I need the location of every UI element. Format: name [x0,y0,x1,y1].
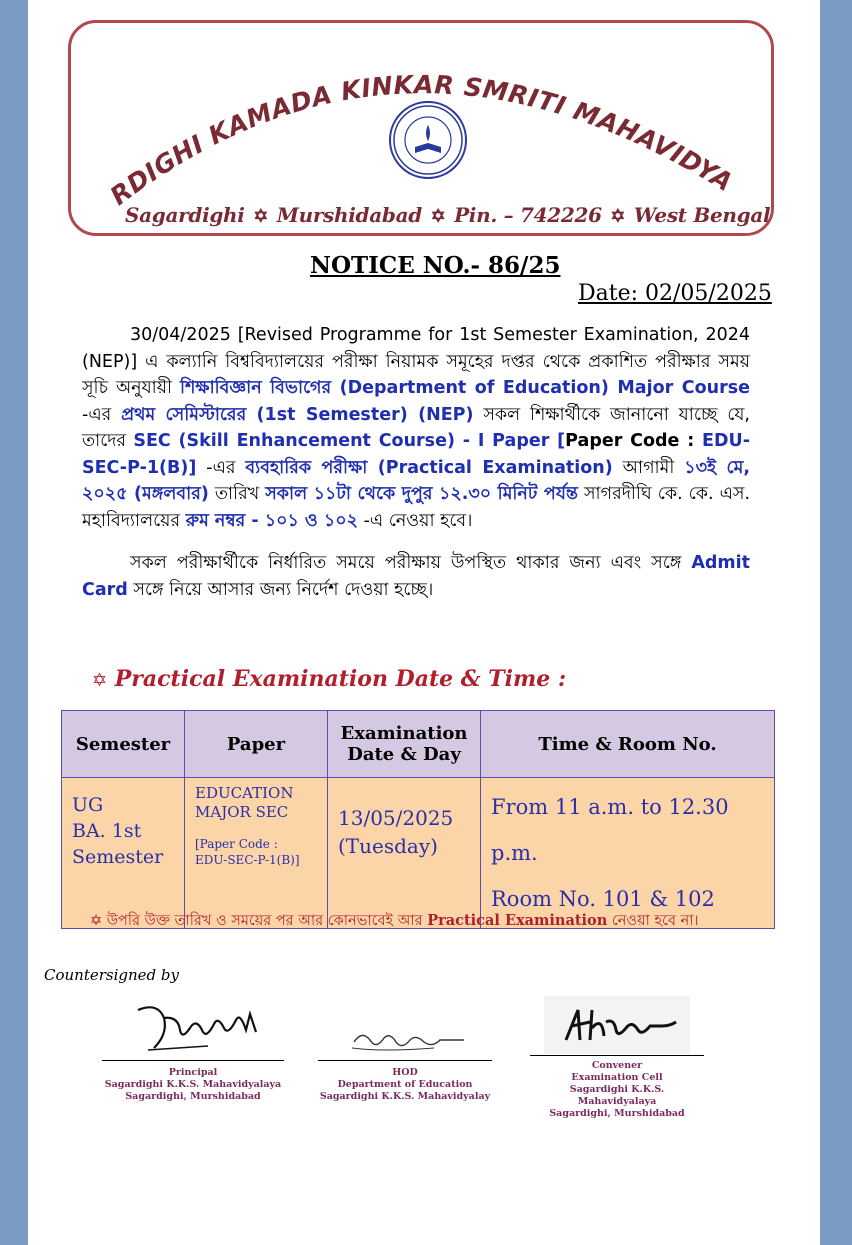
body-paragraph-1 [82,322,750,534]
p1-run-12: তারিখ [208,484,266,504]
p2-run-0: সকল পরীক্ষার্থীকে নির্ধারিত সময়ে পরীক্ষায় উপস্থিত থাকার জন্য এবং সঙ্গে [130,553,692,573]
principal-signature [118,990,288,1060]
header-banner [68,20,774,236]
hod-block: HOD Department of Education Sagardighi K.K.S. Mahavidyalay [318,1060,492,1103]
header-time-room: Time & Room No. [481,711,775,778]
exam-time: From 11 a.m. to 12.30 p.m. [491,795,729,865]
p1-run-5: SEC (Skill Enhancement Course) - I Paper [ [133,431,566,451]
cell-paper: EDUCATION MAJOR SEC [Paper Code : EDU-SEC-P-1(B)] [185,778,328,929]
p1-run-16: -এ নেওয়া হবে। [358,510,473,531]
star-icon: ✡ [253,206,269,227]
svg-text:SAGARDIGHI KAMADA KINKAR SMRIT: RDIGHI KAMADA KINKAR SMRITI MAHAVIDYA [104,70,738,211]
p1-run-13: সকাল ১১টা থেকে দুপুর ১২.৩০ মিনিট পর্যন্ত [265,484,578,504]
college-address [125,203,771,227]
countersigned-label: Countersigned by [44,966,179,984]
p1-run-7: EDU-SEC-P-1(B)] [82,431,751,478]
notice-date: Date: 02/05/2025 [578,281,772,306]
table-header-row [62,711,775,778]
address-state: West Bengal [633,203,771,227]
notice-page [28,0,820,1245]
notice-body [82,322,750,603]
college-seal-icon [391,103,465,177]
college-logo [389,101,467,179]
exam-schedule-table [61,710,775,929]
section-heading: ✡ Practical Examination Date & Time : [92,666,567,692]
exam-room: Room No. 101 & 102 [491,887,715,911]
p1-run-4: সকল শিক্ষার্থীকে জানানো যাচ্ছে যে, তাদের [82,404,750,451]
p2-run-2: সঙ্গে নিয়ে আসার জন্য নির্দেশ দেওয়া হচ্ছে। [127,579,434,600]
p1-run-11: ১৩ই মে, ২০২৫ (মঙ্গলবার) [82,457,750,504]
star-icon: ✡ [92,670,108,691]
notice-number: NOTICE NO.- 86/25 [310,252,561,279]
star-icon: ✡ [430,206,446,227]
p1-run-10: আগামী [612,457,685,478]
p1-run-15: রুম নম্বর - ১০১ ও ১০২ [185,510,358,531]
address-town: Sagardighi [125,203,245,227]
header-date: Examination Date & Day [328,711,481,778]
hod-signature [344,1022,484,1058]
cell-semester: UG BA. 1st Semester [62,778,185,929]
p1-run-0: 30/04/2025 [Revised Programme for 1st Semester Examination, 2024 (NEP)] এ কল্যানি বিশ্ববিদ্যালয়ের পরীক্ষা নিয়ামক সমূহের দপ্তর থেকে প্রকাশিত পরীক্ষার সময় সূচি অনুযায়ী [82,325,750,398]
header-semester: Semester [62,711,185,778]
table-row [62,778,775,929]
address-district: Murshidabad [276,203,422,227]
p1-run-9: ব্যবহারিক পরীক্ষা (Practical Examination) [245,457,613,478]
cell-date: 13/05/2025 (Tuesday) [328,778,481,929]
principal-block: Principal Sagardighi K.K.S. Mahavidyalaya Sagardighi, Murshidabad [102,1060,284,1103]
p1-run-1: শিক্ষাবিজ্ঞান বিভাগের (Department of Education) Major Course [180,378,750,398]
paper-code: [Paper Code : EDU-SEC-P-1(B)] [195,837,300,867]
p2-run-1: Admit Card [82,553,750,600]
convener-signature [544,996,690,1054]
star-icon: ✡ [90,913,103,929]
p1-run-3: প্রথম সেমিস্টারের (1st Semester) (NEP) [121,404,474,425]
convener-block: Convener Examination Cell Sagardighi K.K.S. Mahavidyalaya Sagardighi, Murshidabad [530,1055,704,1120]
address-pin: Pin. – 742226 [454,203,602,227]
header-paper: Paper [185,711,328,778]
p1-run-8: -এর [196,457,246,478]
cell-time-room [481,778,775,929]
p1-run-2: -এর [82,404,122,425]
star-icon: ✡ [610,206,626,227]
body-paragraph-2 [82,550,750,603]
warning-note: ✡ উপরি উক্ত তারিখ ও সময়ের পর আর কোনভাবেই আর Practical Examination নেওয়া হবে না। [90,912,699,929]
p1-run-6: Paper Code : [565,431,703,451]
p1-run-14: সাগরদীঘি কে. কে. এস. মহাবিদ্যালয়ের [82,484,751,531]
